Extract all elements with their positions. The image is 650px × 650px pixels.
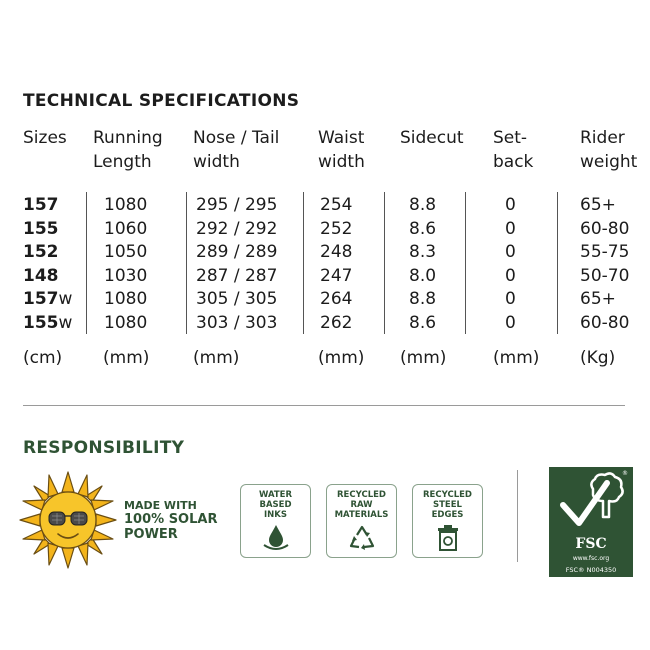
water-based-inks-badge (240, 484, 311, 558)
unit-waist: (mm) (318, 348, 365, 368)
badge-line: EDGES (431, 510, 464, 520)
cell-setback: 0 (505, 289, 516, 309)
cell-size (23, 287, 72, 311)
header-sidecut-line1: Sidecut (400, 128, 464, 148)
cell-sidecut: 8.3 (409, 242, 437, 262)
size-suffix: w (58, 289, 73, 309)
badge-label (241, 490, 310, 520)
cell-running-length: 1080 (104, 195, 148, 215)
fsc-wordmark: FSC (575, 536, 607, 552)
badge-line: STEEL (433, 500, 462, 510)
header-rider-weight (580, 126, 637, 174)
cell-nose-tail: 289 / 289 (196, 242, 278, 262)
header-sizes (23, 126, 67, 150)
water-drop-icon (261, 523, 291, 551)
header-rider-weight-line1: Rider (580, 128, 625, 148)
cell-nose-tail: 292 / 292 (196, 218, 278, 239)
header-nose-tail (193, 126, 279, 174)
cell-setback: 0 (505, 195, 516, 215)
header-sidecut (400, 126, 464, 150)
recycle-icon (348, 525, 376, 551)
unit-running-length: (mm) (103, 348, 150, 368)
badge-line: INKS (264, 510, 287, 520)
fsc-tree-check-icon (549, 467, 633, 537)
cell-size (23, 264, 59, 288)
cell-running-length: 1080 (104, 312, 148, 333)
header-nose-tail-line2: width (193, 152, 240, 172)
size-value: 148 (23, 265, 59, 286)
cell-waist: 264 (320, 289, 353, 309)
badge-label (413, 490, 482, 520)
cell-setback: 0 (505, 242, 516, 262)
badge-line: BASED (259, 500, 292, 510)
unit-rider-weight: (Kg) (580, 348, 616, 368)
cell-rider-weight: 60-80 (580, 218, 630, 239)
size-value: 152 (23, 242, 59, 262)
cell-waist: 252 (320, 218, 353, 239)
cell-rider-weight: 50-70 (580, 265, 630, 286)
unit-nose-tail: (mm) (193, 348, 240, 368)
responsibility-title: RESPONSIBILITY (23, 438, 185, 458)
unit-sidecut: (mm) (400, 348, 447, 368)
cell-nose-tail: 305 / 305 (196, 289, 278, 309)
cell-sidecut: 8.6 (409, 312, 437, 333)
cell-sidecut: 8.0 (409, 265, 437, 286)
unit-sizes: (cm) (23, 348, 63, 368)
badge-line: RAW (350, 500, 373, 510)
recycled-steel-edges-badge (412, 484, 483, 558)
header-setback-line1: Set- (493, 128, 528, 148)
size-value: 155 (23, 312, 59, 333)
solar-power-label (124, 499, 217, 542)
badge-label (327, 490, 396, 520)
fsc-logo (549, 467, 633, 577)
recycle-bin-icon (436, 525, 460, 551)
sun-icon (18, 470, 118, 570)
fsc-registered-mark: ® (622, 470, 628, 477)
cell-sidecut: 8.8 (409, 195, 437, 215)
badge-line: RECYCLED (337, 490, 386, 500)
specs-title: TECHNICAL SPECIFICATIONS (23, 91, 300, 111)
cell-waist: 254 (320, 195, 353, 215)
cell-waist: 247 (320, 265, 353, 286)
cell-rider-weight: 55-75 (580, 242, 630, 262)
header-waist (318, 126, 365, 174)
cell-setback: 0 (505, 218, 516, 239)
header-rider-weight-line2: weight (580, 152, 638, 172)
size-value: 157 (23, 195, 59, 215)
column-divider (186, 192, 187, 334)
column-divider (86, 192, 87, 334)
logo-divider (517, 470, 518, 562)
fsc-url: www.fsc.org (572, 555, 610, 562)
cell-nose-tail: 303 / 303 (196, 312, 278, 333)
header-setback-line2: back (493, 152, 534, 172)
cell-rider-weight: 65+ (580, 195, 616, 215)
column-divider (465, 192, 466, 334)
cell-nose-tail: 287 / 287 (196, 265, 278, 286)
cell-size (23, 311, 72, 335)
header-running-length-line2: Length (93, 152, 152, 172)
header-setback (493, 126, 533, 174)
cell-running-length: 1030 (104, 265, 148, 286)
recycled-raw-materials-badge (326, 484, 397, 558)
header-waist-line2: width (318, 152, 365, 172)
header-nose-tail-line1: Nose / Tail (193, 128, 280, 148)
column-divider (384, 192, 385, 334)
cell-running-length: 1050 (104, 242, 148, 262)
solar-line3: POWER (124, 527, 178, 542)
cell-setback: 0 (505, 312, 516, 333)
header-sizes-line1: Sizes (23, 128, 67, 148)
cell-sidecut: 8.8 (409, 289, 437, 309)
size-value: 155 (23, 218, 59, 239)
size-suffix: w (58, 312, 73, 333)
unit-setback: (mm) (493, 348, 540, 368)
column-divider (557, 192, 558, 334)
header-running-length (93, 126, 163, 174)
cell-waist: 248 (320, 242, 353, 262)
badge-line: WATER (258, 490, 293, 500)
badge-line: RECYCLED (423, 490, 472, 500)
cell-setback: 0 (505, 265, 516, 286)
column-divider (303, 192, 304, 334)
cell-rider-weight: 60-80 (580, 312, 630, 333)
solar-line2: 100% SOLAR (124, 512, 218, 527)
solar-line1: MADE WITH (124, 499, 197, 512)
cell-rider-weight: 65+ (580, 289, 616, 309)
header-waist-line1: Waist (318, 128, 365, 148)
cell-size (23, 193, 59, 217)
badge-line: MATERIALS (334, 510, 389, 520)
cell-sidecut: 8.6 (409, 218, 437, 239)
cell-size (23, 217, 59, 241)
cell-running-length: 1080 (104, 289, 148, 309)
size-value: 157 (23, 289, 59, 309)
cell-running-length: 1060 (104, 218, 148, 239)
fsc-license-code: FSC® N004350 (565, 566, 617, 574)
cell-size (23, 240, 59, 264)
section-divider (23, 405, 625, 406)
header-running-length-line1: Running (93, 128, 163, 148)
cell-nose-tail: 295 / 295 (196, 195, 278, 215)
cell-waist: 262 (320, 312, 353, 333)
